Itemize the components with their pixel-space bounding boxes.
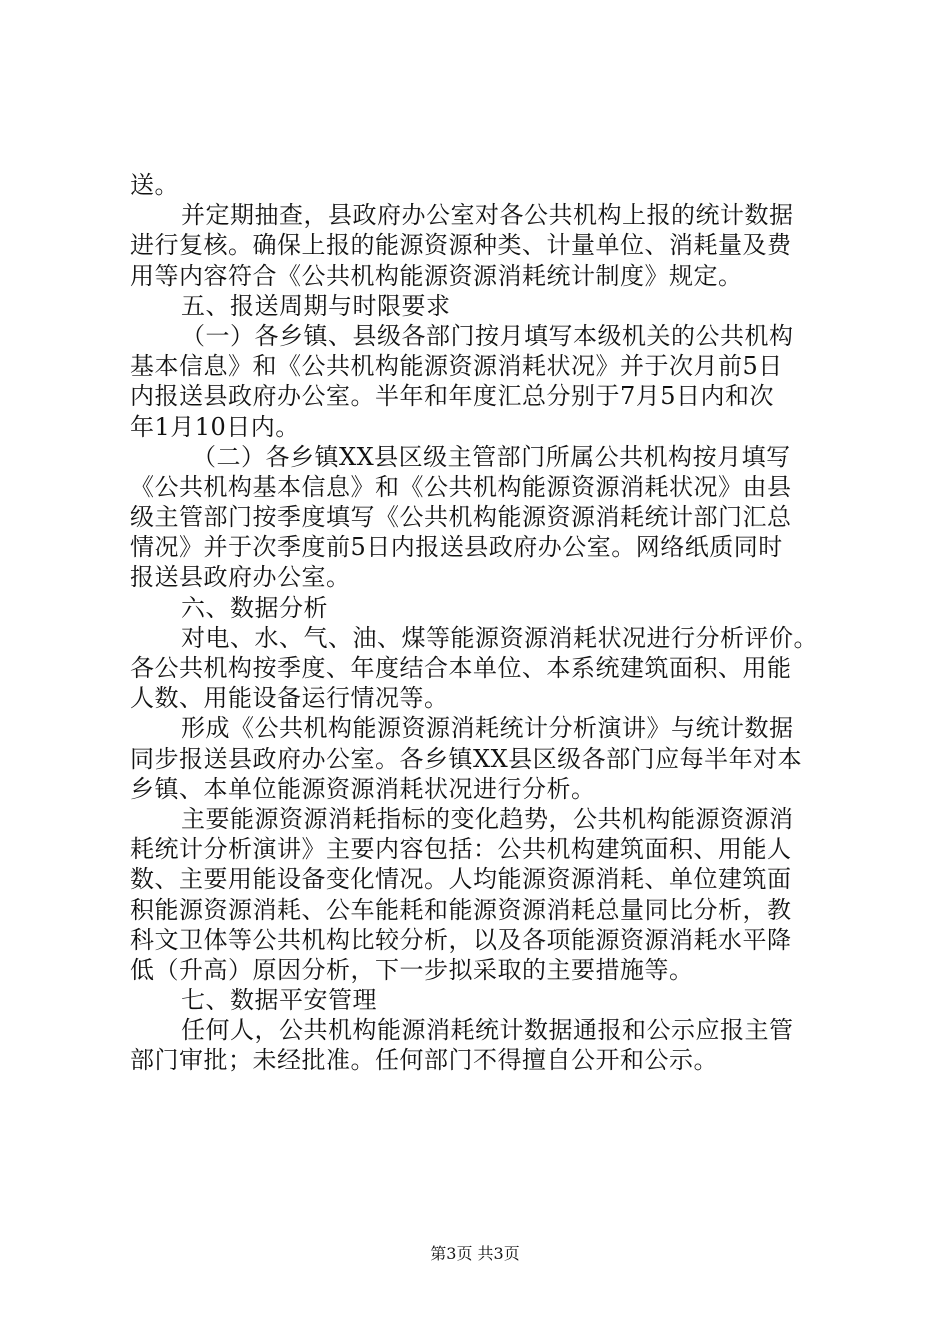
text-line: 数、主要用能设备变化情况。人均能源资源消耗、单位建筑面	[130, 865, 792, 894]
document-body	[130, 170, 830, 1076]
page-footer	[0, 1244, 950, 1264]
text-line: 用等内容符合《公共机构能源资源消耗统计制度》规定。	[130, 261, 743, 290]
text-line: 任何人，公共机构能源消耗统计数据通报和公示应报主管	[181, 1016, 794, 1045]
text-line: 内报送县政府办公室。半年和年度汇总分别于7月5日内和次	[130, 382, 775, 411]
text-line: 并定期抽查，县政府办公室对各公共机构上报的统计数据	[181, 201, 794, 230]
text-line: 级主管部门按季度填写《公共机构能源资源消耗统计部门汇总	[130, 503, 792, 532]
text-line: 主要能源资源消耗指标的变化趋势，公共机构能源资源消	[181, 804, 794, 833]
text-line: 科文卫体等公共机构比较分析，以及各项能源资源消耗水平降	[130, 925, 792, 954]
section-heading-6: 六、数据分析	[181, 593, 328, 622]
section-heading-5: 五、报送周期与时限要求	[181, 291, 451, 320]
text-line: 进行复核。确保上报的能源资源种类、计量单位、消耗量及费	[130, 231, 792, 260]
text-line: （一）各乡镇、县级各部门按月填写本级机关的公共机构	[181, 321, 794, 350]
text-line: 各公共机构按季度、年度结合本单位、本系统建筑面积、用能	[130, 654, 792, 682]
text-line: （二）各乡镇XX县区级主管部门所属公共机构按月填写	[192, 442, 791, 471]
page-number-label: 第3页 共3页	[430, 1244, 520, 1263]
text-line: 积能源资源消耗、公车能耗和能源资源消耗总量同比分析，教	[130, 895, 792, 924]
text-line: 人数、用能设备运行情况等。	[130, 684, 449, 713]
text-line: 基本信息》和《公共机构能源资源消耗状况》并于次月前5日	[130, 352, 783, 381]
text-line: 低（升高）原因分析，下一步拟采取的主要措施等。	[130, 955, 694, 984]
text-line: 年1月10日内。	[130, 412, 300, 441]
text-line: 耗统计分析演讲》主要内容包括：公共机构建筑面积、用能人	[130, 835, 792, 864]
section-heading-7: 七、数据平安管理	[181, 986, 377, 1015]
text-line: 报送县政府办公室。	[130, 563, 351, 592]
text-line: 形成《公共机构能源资源消耗统计分析演讲》与统计数据	[181, 714, 794, 743]
text-line: 送。	[130, 171, 179, 199]
text-line: 同步报送县政府办公室。各乡镇XX县区级各部门应每半年对本	[130, 744, 803, 773]
text-line: 部门审批；未经批准。任何部门不得擅自公开和公示。	[130, 1046, 718, 1075]
text-line: 情况》并于次季度前5日内报送县政府办公室。网络纸质同时	[130, 533, 783, 562]
text-line: 《公共机构基本信息》和《公共机构能源资源消耗状况》由县	[130, 472, 792, 501]
text-line: 乡镇、本单位能源资源消耗状况进行分析。	[130, 774, 596, 803]
text-line: 对电、水、气、油、煤等能源资源消耗状况进行分析评价。	[181, 623, 818, 652]
